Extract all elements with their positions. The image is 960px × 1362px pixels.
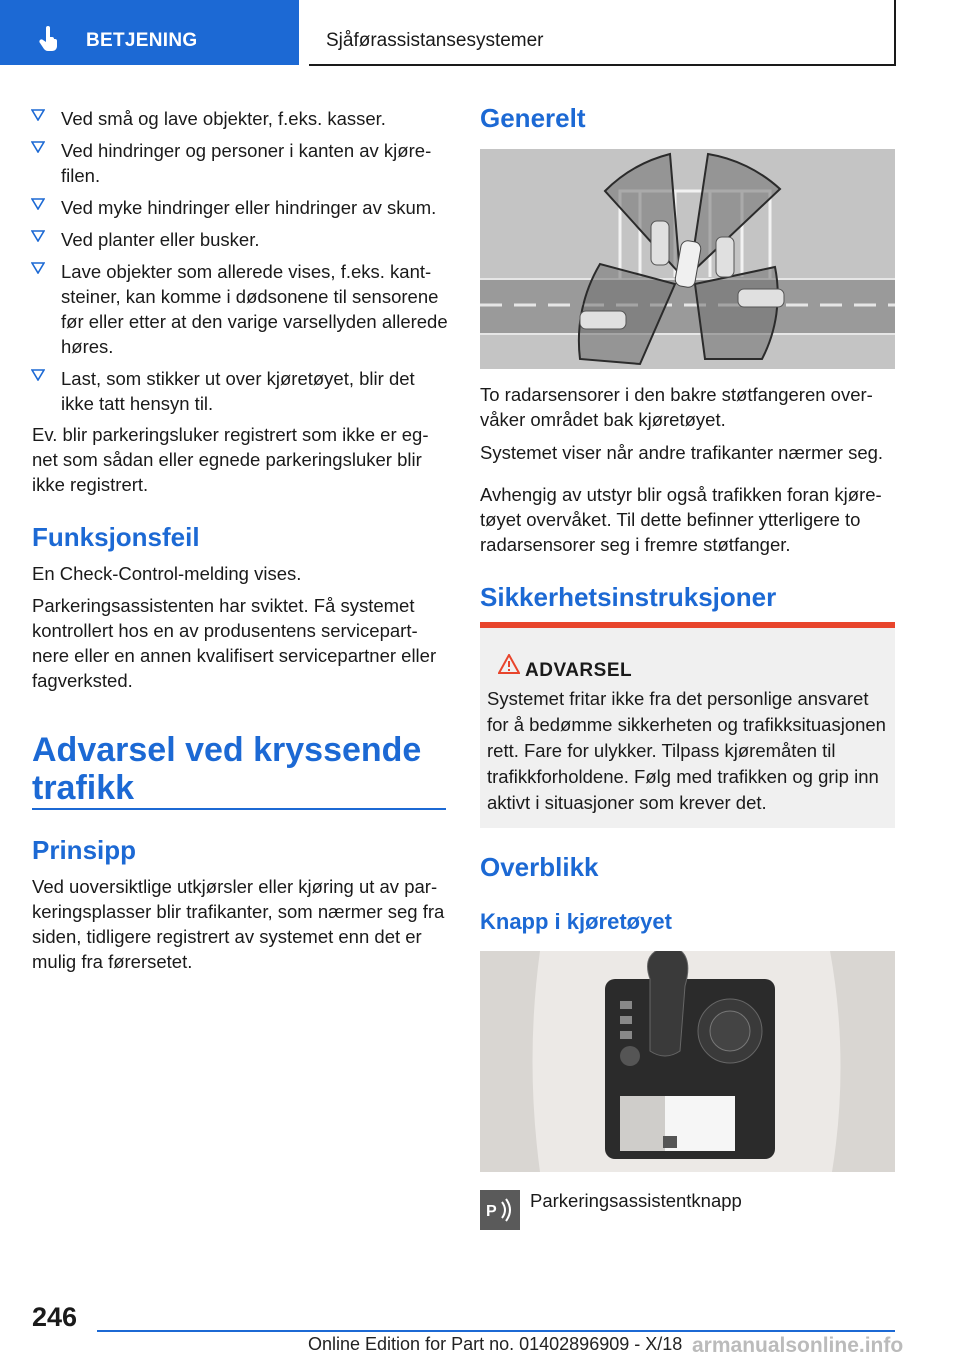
subsection-header <box>309 0 896 66</box>
center-console-photo <box>480 951 895 1172</box>
list-item-text: Ved myke hindringer eller hindringer av skum. <box>61 197 437 218</box>
paragraph: Avhengig av utstyr blir også trafikken foran kjøretøyet overvåket. Til dette befinner ytterligere to radarsensorer seg i fremre støtfanger. <box>480 484 882 555</box>
section-title: BETJENING <box>86 30 198 51</box>
heading-sikkerhetsinstruksjoner: Sikkerhetsinstruksjoner <box>480 582 777 612</box>
triangle-bullet-icon <box>32 262 44 273</box>
figure-caption: Parkeringsassistentknapp <box>530 1190 742 1211</box>
triangle-bullet-icon <box>32 109 44 120</box>
paragraph: Systemet viser når andre trafikanter nærmer seg. <box>480 442 884 463</box>
list-item-text: Ved små og lave objekter, f.eks. kasser. <box>61 108 386 129</box>
warning-box <box>480 622 895 828</box>
section-header <box>0 0 299 65</box>
subsection-title: Sjåførassistansesystemer <box>326 30 544 51</box>
paragraph: Parkeringsassistenten har sviktet. Få systemet kontrollert hos en av produsentens servicepartnere eller en annen kvalifisert servicepartner eller fagverksted. <box>32 595 437 691</box>
parking-assistant-button-icon <box>480 1190 520 1230</box>
paragraph: Ev. blir parkeringsluker registrert som ikke er egnet som sådan eller egnede parkeringsluker blir ikke registrert. <box>32 424 429 495</box>
list-item-text: Last, som stikker ut over kjøretøyet, blir det ikke tatt hensyn til. <box>61 368 415 414</box>
paragraph: Ved uoversiktlige utkjørsler eller kjøring ut av parkeringsplasser blir trafikanter, som nærmer seg fra siden, tidligere registrert av systemet enn det er mulig fra førersetet. <box>32 876 445 972</box>
footer-rule <box>97 1330 895 1332</box>
heading-overblikk: Overblikk <box>480 852 599 882</box>
cross-traffic-illustration <box>480 149 895 369</box>
triangle-bullet-icon <box>32 198 44 209</box>
triangle-bullet-icon <box>32 230 44 241</box>
warning-triangle-icon <box>498 654 520 679</box>
list-item-text: Lave objekter som allerede vises, f.eks. kantsteiner, kan komme i dødsonene til sensorene før eller etter at den varige varsellyden allerede høres. <box>61 261 448 357</box>
heading-generelt: Generelt <box>480 103 586 133</box>
warning-title: ADVARSEL <box>525 660 633 681</box>
paragraph: To radarsensorer i den bakre støtfangeren overvåker området bak kjøretøyet. <box>480 384 873 430</box>
heading-advarsel-kryssende-trafikk: Advarsel ved kryssende trafikk <box>32 731 422 807</box>
watermark: armanualsonline.info <box>692 1334 904 1357</box>
list-item-text: Ved planter eller busker. <box>61 229 260 250</box>
heading-prinsipp: Prinsipp <box>32 835 137 865</box>
heading-knapp: Knapp i kjøretøyet <box>480 909 672 934</box>
paragraph: En Check-Control-melding vises. <box>32 563 302 584</box>
warning-text: Systemet fritar ikke fra det personlige ansvaret for å bedømme sikkerheten og trafikksituasjonen rett. Fare for ulykker. Tilpass kjøremåten til trafikkforholdene. Følg med trafikken og grip inn aktivt i situasjoner som krever det. <box>487 688 886 813</box>
heading-funksjonsfeil: Funksjonsfeil <box>32 522 200 552</box>
page-number: 246 <box>32 1302 78 1332</box>
list-item-text: Ved hindringer og personer i kanten av kjørefilen. <box>61 140 432 186</box>
footer-edition: Online Edition for Part no. 01402896909 - X/18 <box>308 1334 683 1354</box>
triangle-bullet-icon <box>32 369 44 380</box>
section-rule <box>32 808 446 810</box>
triangle-bullet-icon <box>32 141 44 152</box>
svg-text:P: P <box>486 1203 497 1220</box>
hand-pointer-icon <box>38 26 60 57</box>
